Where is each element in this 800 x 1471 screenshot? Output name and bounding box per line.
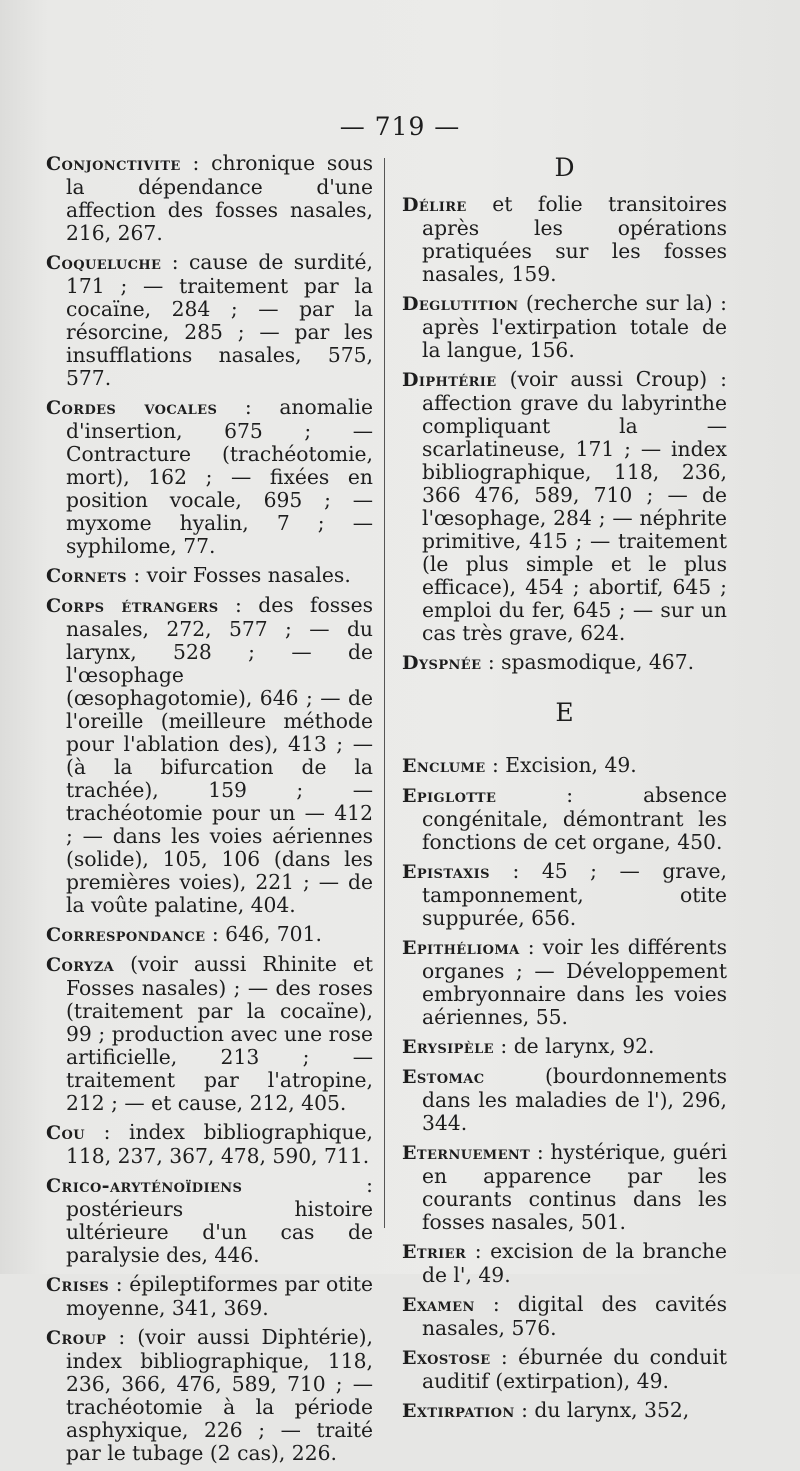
entry-heading: Croup <box>46 1327 107 1349</box>
entry-text: : (voir aussi Diphtérie), index bibliographique, 118, 236, 366, 476, 589, 710 ; — trachéotomie à la période asphyxique, 226 ; — traité par le tubage (2 cas), 226. <box>66 1325 373 1465</box>
entry-heading: Epiglotte <box>402 785 497 807</box>
index-entry <box>402 193 727 286</box>
entry-text: : index bibliographique, 118, 237, 367, 478, 590, 711. <box>66 1120 373 1168</box>
entry-heading: Dyspnée <box>402 652 482 674</box>
entry-text: : épileptiformes par otite moyenne, 341, 369. <box>66 1272 373 1320</box>
index-entry <box>402 860 727 930</box>
section-letter-d: D <box>554 153 575 182</box>
entry-text: : 646, 701. <box>205 922 322 946</box>
entry-heading: Coqueluche <box>46 252 162 274</box>
entry-text: : postérieurs histoire ultérieure d'un cas de paralysie des, 446. <box>66 1173 373 1267</box>
entry-heading: Crises <box>46 1274 110 1296</box>
entry-text: : chronique sous la dépendance d'une affection des fosses nasales, 216, 267. <box>66 151 373 245</box>
section-letter-e: E <box>555 698 574 727</box>
entry-heading: Cornets <box>46 565 127 587</box>
entry-text: : éburnée du conduit auditif (extirpation), 49. <box>422 1345 727 1393</box>
entry-heading: Erysipèle <box>402 1036 494 1058</box>
index-entry <box>46 564 373 588</box>
entry-heading: Epistaxis <box>402 861 490 883</box>
entry-text: : Excision, 49. <box>485 753 637 777</box>
entry-heading: Correspondance <box>46 924 206 946</box>
right-column <box>402 152 727 1429</box>
entry-text: : anomalie d'insertion, 675 ; — Contracture (trachéotomie, mort), 162 ; — fixées en position vocale, 695 ; — myxome hyalin, 7 ; — syphilome, 77. <box>66 395 373 558</box>
index-entry <box>402 1346 727 1393</box>
index-entry <box>402 1035 727 1059</box>
index-entry <box>402 936 727 1029</box>
entry-heading: Délire <box>402 194 467 216</box>
entry-text: : absence congénitale, démontrant les fonctions de cet organe, 450. <box>422 783 727 854</box>
index-entry <box>402 784 727 854</box>
entry-heading: Examen <box>402 1294 475 1316</box>
entry-heading: Epithélioma <box>402 937 520 959</box>
entry-heading: Conjonctivite <box>46 153 181 175</box>
index-entry <box>402 1399 727 1423</box>
index-entry <box>402 1141 727 1234</box>
entry-text: : digital des cavités nasales, 576. <box>422 1292 727 1340</box>
index-entry <box>46 953 373 1115</box>
index-entry <box>46 1121 373 1168</box>
entry-heading: Exostose <box>402 1347 491 1369</box>
entry-text: : spasmodique, 467. <box>481 650 695 674</box>
index-entry <box>46 396 373 558</box>
entry-text: : cause de surdité, 171 ; — traitement par la cocaïne, 284 ; — par la résorcine, 285 ; — par les insufflations nasales, 575, 577. <box>66 250 373 390</box>
entry-text: : voir les différents organes ; — Développement embryonnaire dans les voies aériennes, 55. <box>422 935 727 1029</box>
entry-heading: Extirpation <box>402 1400 515 1422</box>
left-column <box>46 152 373 1471</box>
entry-text: (recherche sur la) : après l'extirpation totale de la langue, 156. <box>422 291 727 362</box>
entry-heading: Diphtérie <box>402 369 497 391</box>
entry-text: et folie transitoires après les opérations pratiquées sur les fosses nasales, 159. <box>422 192 727 286</box>
entry-text: (voir aussi Rhinite et Fosses nasales) ; — des roses (traitement par la cocaïne), 99 ; production avec une rose artificielle, 213 ; — traitement par l'atropine, 212 ; — et cause, 212, 405. <box>66 952 373 1115</box>
index-entry <box>402 754 727 778</box>
index-entry <box>46 1326 373 1465</box>
entry-text: : voir Fosses nasales. <box>126 563 351 587</box>
entry-text: : excision de la branche de l', 49. <box>422 1239 727 1287</box>
index-entry <box>402 292 727 362</box>
entry-text: (bourdonnements dans les maladies de l'), 296, 344. <box>422 1064 727 1135</box>
index-entry <box>46 251 373 390</box>
entry-text: : de larynx, 92. <box>493 1034 655 1058</box>
index-entry <box>46 923 373 947</box>
index-entry <box>46 152 373 245</box>
entry-heading: Cordes vocales <box>46 397 218 419</box>
entry-heading: Cou <box>46 1122 85 1144</box>
entry-text: : du larynx, 352, <box>514 1398 690 1422</box>
entry-heading: Crico-aryténoïdiens <box>46 1175 243 1197</box>
entry-text: : des fosses nasales, 272, 577 ; — du larynx, 528 ; — de l'œsophage (œsophagotomie), 646 ; — de l'oreille (meilleure méthode pour l'ablation des), 413 ; — (à la bifurcation de la trachée), 159 ; — trachéotomie pour un — 412 ; — dans les voies aériennes (solide), 105, 106 (dans les premières voies), 221 ; — de la voûte palatine, 404. <box>66 593 373 917</box>
entry-heading: Corps étrangers <box>46 595 219 617</box>
page-number: — 719 — <box>339 112 461 141</box>
index-entry <box>402 1293 727 1340</box>
entry-text: : hystérique, guéri en apparence par les courants continus dans les fosses nasales, 501. <box>422 1140 727 1234</box>
entry-text: : 45 ; — grave, tamponnement, otite suppurée, 656. <box>422 859 727 930</box>
index-entry <box>402 1240 727 1287</box>
entry-heading: Enclume <box>402 755 486 777</box>
index-entry <box>402 651 727 675</box>
entry-heading: Eternuement <box>402 1142 531 1164</box>
entry-heading: Etrier <box>402 1241 467 1263</box>
index-entry <box>402 368 727 645</box>
entry-text: (voir aussi Croup) : affection grave du labyrinthe compliquant la — scarlatineuse, 171 ; — index bibliographique, 118, 236, 366 476, 589, 710 ; — de l'œsophage, 284 ; — néphrite primitive, 415 ; — traitement (le plus simple et le plus efficace), 454 ; abortif, 645 ; emploi du fer, 645 ; — sur un cas très grave, 624. <box>422 367 727 645</box>
column-divider <box>384 158 385 1228</box>
entry-heading: Estomac <box>402 1066 485 1088</box>
entry-heading: Deglutition <box>402 293 519 315</box>
index-entry <box>46 1174 373 1267</box>
index-entry <box>46 1273 373 1320</box>
index-entry <box>402 1065 727 1135</box>
entry-heading: Coryza <box>46 954 115 976</box>
index-entry <box>46 594 373 917</box>
